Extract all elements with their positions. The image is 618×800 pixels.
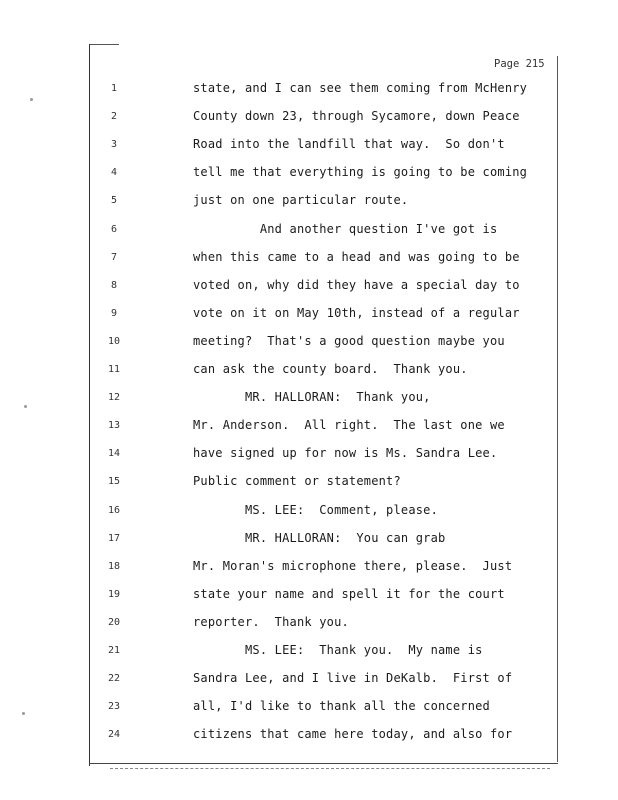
line-number: 9 [110, 307, 118, 319]
line-number: 1 [110, 83, 118, 94]
line-number: 19 [107, 588, 121, 600]
transcript-line-text: tell me that everything is going to be coming [193, 165, 528, 180]
line-number: 4 [110, 167, 118, 179]
line-number: 2 [110, 111, 118, 123]
line-number: 15 [107, 476, 121, 488]
scan-speck [22, 712, 25, 715]
line-number: 3 [110, 139, 118, 151]
transcript-line-text: voted on, why did they have a special day to [193, 277, 520, 292]
transcript-line-text: state your name and spell it for the court [193, 586, 505, 601]
line-number: 6 [110, 223, 118, 235]
transcript-line-text: Sandra Lee, and I live in DeKalb. First of [193, 671, 513, 686]
transcript-line-text: have signed up for now is Ms. Sandra Lee. [193, 446, 498, 461]
transcript-line-text: Public comment or statement? [193, 474, 401, 489]
frame-bottom-dashed-rule [110, 768, 550, 770]
line-number: 21 [107, 645, 121, 656]
transcript-line-text: meeting? That's a good question maybe you [193, 333, 505, 348]
transcript-line-text: And another question I've got is [193, 221, 498, 236]
line-number: 22 [107, 673, 121, 685]
transcript-line-text: MS. LEE: Thank you. My name is [193, 643, 483, 657]
transcript-line-text: MS. LEE: Comment, please. [193, 502, 439, 517]
transcript-line-text: MR. HALLORAN: Thank you, [193, 390, 431, 405]
line-number: 23 [107, 701, 121, 713]
line-number: 8 [110, 279, 118, 291]
frame-left-rule [89, 44, 90, 766]
line-number: 24 [107, 729, 121, 741]
frame-bottom-rule [89, 763, 558, 764]
line-number: 5 [110, 195, 118, 207]
line-number: 18 [107, 560, 121, 572]
line-number: 17 [107, 532, 121, 544]
transcript-line-text: state, and I can see them coming from McHenry [193, 81, 528, 95]
transcript-line-text: just on one particular route. [193, 193, 409, 208]
line-number: 13 [107, 420, 121, 432]
transcript-line-text: County down 23, through Sycamore, down Peace [193, 109, 520, 124]
transcript-line-text: Road into the landfill that way. So don't [193, 137, 505, 152]
line-number: 7 [110, 251, 118, 263]
transcript-line-text: Mr. Anderson. All right. The last one we [193, 418, 505, 433]
scan-speck [30, 98, 33, 101]
transcript-line-text: when this came to a head and was going to be [193, 249, 520, 264]
line-number: 16 [107, 504, 121, 516]
transcript-line-text: MR. HALLORAN: You can grab [193, 530, 446, 545]
page-number: Page 215 [494, 58, 545, 70]
frame-right-rule [557, 56, 558, 762]
transcript-line-text: vote on it on May 10th, instead of a regular [193, 305, 520, 320]
line-number: 20 [107, 616, 121, 628]
transcript-line-text: all, I'd like to thank all the concerned [193, 699, 490, 714]
transcript-line-text: Mr. Moran's microphone there, please. Just [193, 558, 513, 573]
line-number: 14 [107, 448, 121, 460]
transcript-line-text: citizens that came here today, and also for [193, 727, 513, 742]
transcript-line-text: can ask the county board. Thank you. [193, 362, 468, 376]
scan-speck [24, 405, 27, 408]
transcript-line-text: reporter. Thank you. [193, 614, 349, 629]
line-number: 10 [107, 335, 121, 347]
line-number: 12 [107, 392, 121, 404]
line-number: 11 [107, 364, 121, 375]
frame-top-rule [89, 44, 119, 45]
